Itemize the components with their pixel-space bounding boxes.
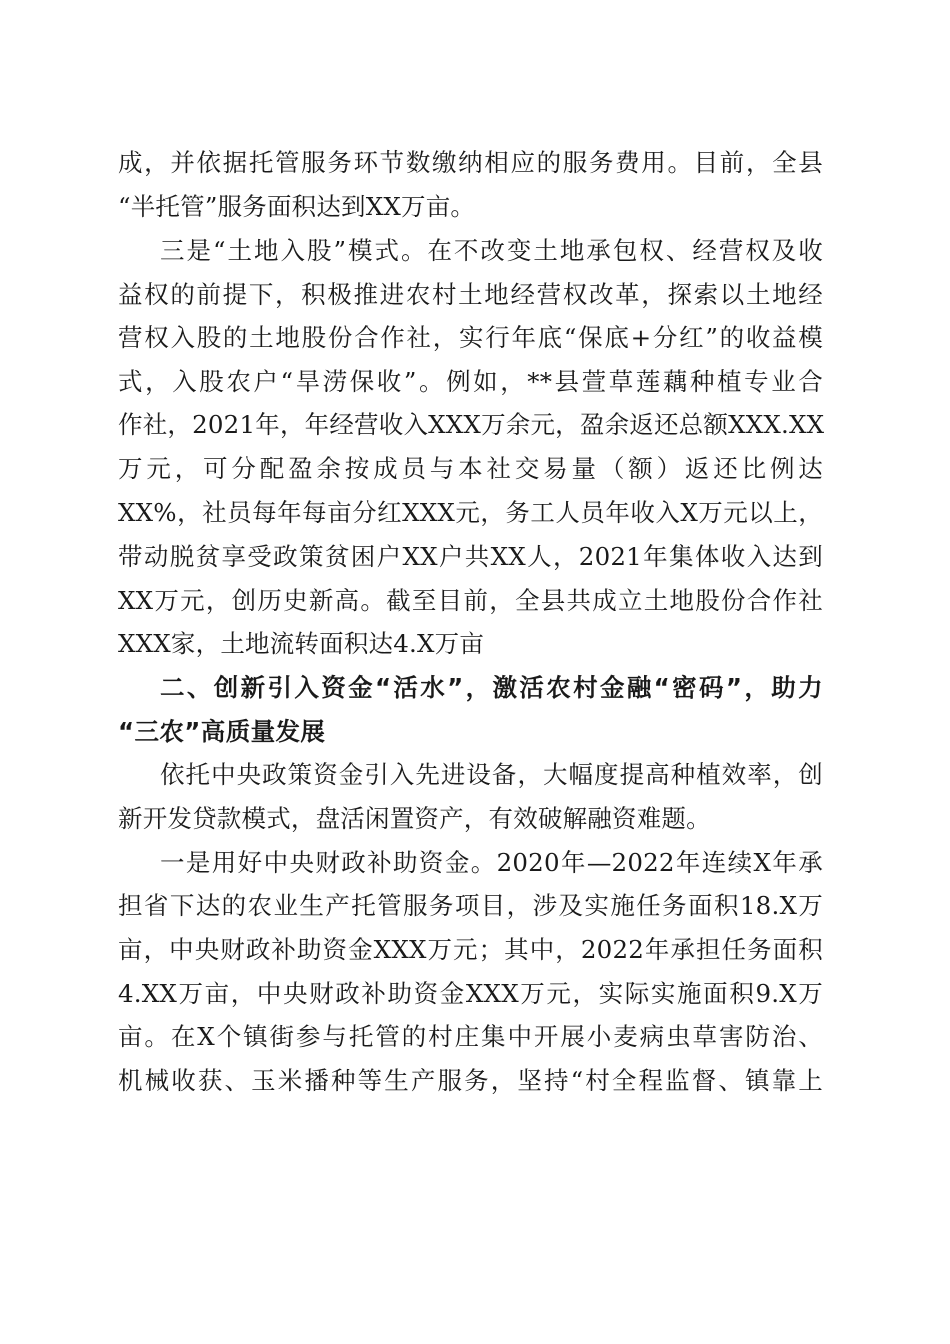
section-heading: “三农”高质量发展	[118, 717, 326, 746]
section-heading: 二、创新引入资金“活水”，激活农村金融“密码”，助力	[160, 673, 823, 702]
paragraph-line: 依托中央政策资金引入先进设备，大幅度提高种植效率，创	[160, 760, 823, 789]
paragraph-line: 营权入股的土地股份合作社，实行年底“保底+分红”的收益模	[118, 323, 823, 352]
paragraph-line: 4.XX万亩，中央财政补助资金XXX万元，实际实施面积9.X万	[118, 979, 823, 1008]
paragraph-line: 一是用好中央财政补助资金。2020年—2022年连续X年承	[160, 848, 823, 877]
paragraph-line: 式，入股农户“旱涝保收”。例如，**县萱草莲藕种植专业合	[118, 367, 823, 396]
paragraph-line: 亩，中央财政补助资金XXX万元；其中，2022年承担任务面积	[118, 935, 823, 964]
paragraph-line: “半托管”服务面积达到XX万亩。	[118, 192, 476, 221]
paragraph-line: XX%，社员每年每亩分红XXX元，务工人员年收入X万元以上，	[118, 498, 823, 527]
paragraph-line: 益权的前提下，积极推进农村土地经营权改革，探索以土地经	[118, 280, 823, 309]
paragraph-line: XX万元，创历史新高。截至目前，全县共成立土地股份合作社	[118, 586, 823, 615]
paragraph-line: 万元，可分配盈余按成员与本社交易量（额）返还比例达	[118, 454, 823, 483]
paragraph-line: 担省下达的农业生产托管服务项目，涉及实施任务面积18.X万	[118, 891, 823, 920]
paragraph-line: 带动脱贫享受政策贫困户XX户共XX人，2021年集体收入达到	[118, 542, 823, 571]
paragraph-line: 机械收获、玉米播种等生产服务，坚持“村全程监督、镇靠上	[118, 1066, 823, 1095]
paragraph-line: 作社，2021年，年经营收入XXX万余元，盈余返还总额XXX.XX	[118, 410, 825, 439]
paragraph-line: XXX家，土地流转面积达4.X万亩	[118, 629, 485, 658]
paragraph-line: 新开发贷款模式，盘活闲置资产，有效破解融资难题。	[118, 804, 711, 833]
paragraph-line: 亩。在X个镇街参与托管的村庄集中开展小麦病虫草害防治、	[118, 1022, 823, 1051]
paragraph-line: 三是“土地入股”模式。在不改变土地承包权、经营权及收	[160, 236, 823, 265]
paragraph-line: 成，并依据托管服务环节数缴纳相应的服务费用。目前，全县	[118, 148, 823, 177]
